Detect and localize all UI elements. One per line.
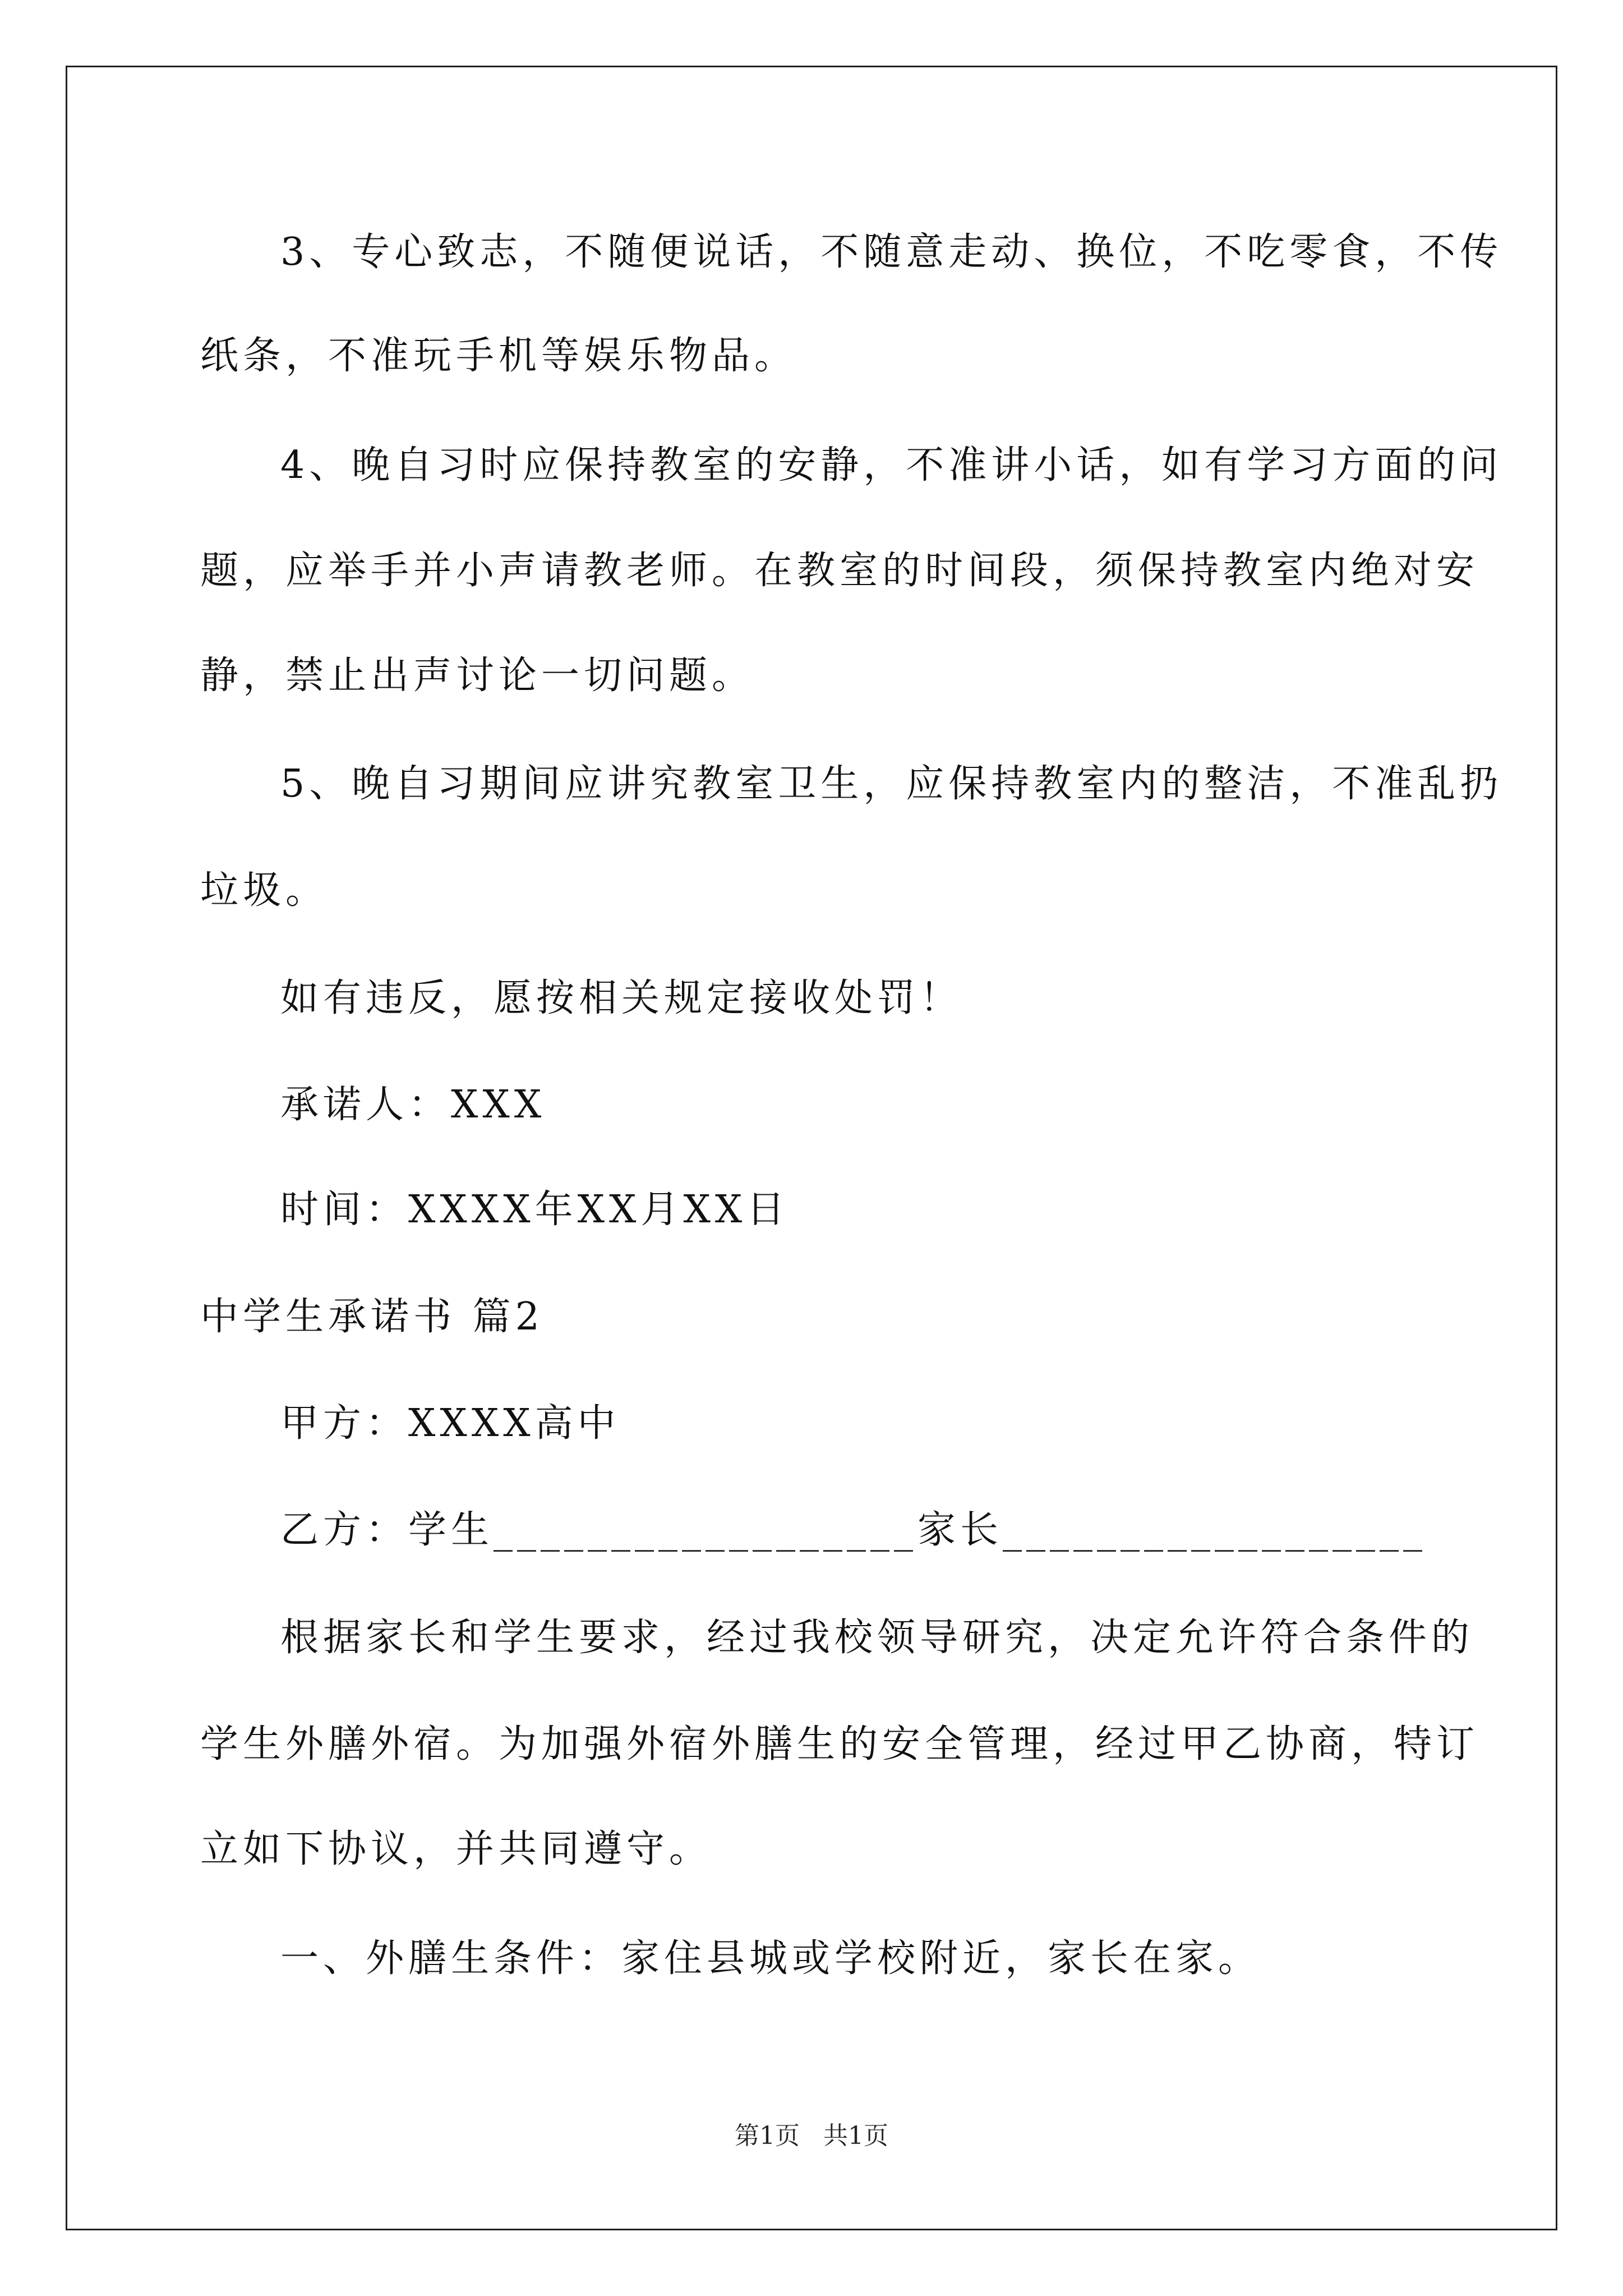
text-line: 3、专心致志，不随便说话，不随意走动、换位，不吃零食，不传 <box>280 230 1503 274</box>
text-line: 垃圾。 <box>200 868 329 913</box>
signer-line: 承诺人：XXX <box>280 1083 546 1127</box>
text-line: 4、晚自习时应保持教室的安静，不准讲小话，如有学习方面的问 <box>280 443 1503 487</box>
text-line: 一、外膳生条件：家住县城或学校附近，家长在家。 <box>280 1936 1261 1981</box>
page-footer <box>0 2120 1623 2152</box>
text-line: 立如下协议，并共同遵守。 <box>200 1827 712 1871</box>
date-line: 时间：XXXX年XX月XX日 <box>280 1188 790 1232</box>
page-border <box>66 66 1557 2230</box>
page-total: 共1页 <box>823 2122 888 2150</box>
section-heading: 中学生承诺书 篇2 <box>200 1295 544 1339</box>
text-line: 题，应举手并小声请教老师。在教室的时间段，须保持教室内绝对安 <box>200 549 1479 593</box>
text-line: 根据家长和学生要求，经过我校领导研究，决定允许符合条件的 <box>280 1616 1474 1660</box>
party-a-line: 甲方：XXXX高中 <box>280 1401 620 1446</box>
text-line: 静，禁止出声讨论一切问题。 <box>200 654 755 698</box>
party-b-line: 乙方：学生__________________家长__________________ <box>280 1508 1427 1552</box>
text-line: 纸条，不准玩手机等娱乐物品。 <box>200 334 797 378</box>
page-number: 第1页 <box>735 2122 800 2150</box>
text-line: 5、晚自习期间应讲究教室卫生，应保持教室内的整洁，不准乱扔 <box>280 762 1503 806</box>
text-line: 学生外膳外宿。为加强外宿外膳生的安全管理，经过甲乙协商，特订 <box>200 1722 1479 1766</box>
text-line: 如有违反，愿按相关规定接收处罚！ <box>280 976 963 1020</box>
